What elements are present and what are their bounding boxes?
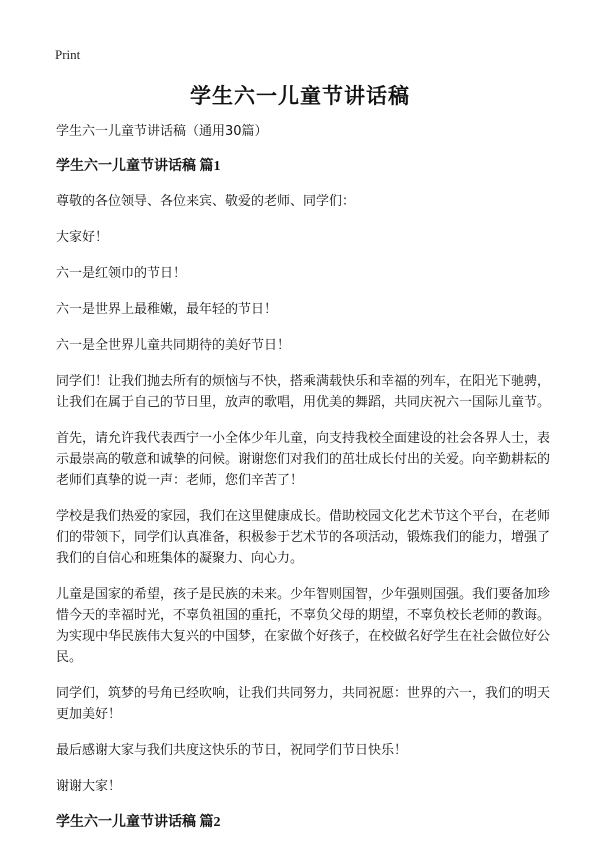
paragraph: 同学们，筑梦的号角已经吹响，让我们共同努力，共同祝愿：世界的六一，我们的明天更加美好！ [56, 686, 551, 722]
paragraph: 首先，请允许我代表西宁一小全体少年儿童，向支持我校全面建设的社会各界人士，表示最崇高的敬意和诚挚的问候。谢谢您们对我们的茁壮成长付出的关爱。向辛勤耕耘的老师们真挚的说一声：老师，您们辛苦了！ [56, 431, 551, 488]
document-body [56, 121, 551, 847]
paragraph: 六一是全世界儿童共同期待的美好节日！ [56, 338, 291, 353]
document-title: 学生六一儿童节讲话稿 [190, 84, 410, 108]
paragraph: 尊敬的各位领导、各位来宾、敬爱的老师、同学们： [56, 194, 356, 209]
document-subtitle: 学生六一儿童节讲话稿（通用30篇） [56, 124, 268, 139]
paragraph: 谢谢大家！ [56, 779, 122, 794]
print-link[interactable]: Print [55, 47, 81, 62]
paragraph: 学校是我们热爱的家园，我们在这里健康成长。借助校园文化艺术节这个平台，在老师们的带领下，同学们认真准备，积极参于艺术节的各项活动，锻炼我们的能力，增强了我们的自信心和班集体的凝聚力、向心力。 [56, 509, 551, 566]
paragraph: 同学们！让我们抛去所有的烦恼与不快，搭乘满载快乐和幸福的列车，在阳光下驰骋，让我们在属于自己的节日里，放声的歌唱，用优美的舞蹈，共同庆祝六一国际儿童节。 [56, 374, 551, 410]
section-heading-2: 学生六一儿童节讲话稿 篇2 [56, 815, 221, 830]
section-heading-1: 学生六一儿童节讲话稿 篇1 [56, 159, 221, 174]
paragraph: 六一是世界上最稚嫩，最年轻的节日！ [56, 302, 278, 317]
paragraph: 儿童是国家的希望，孩子是民族的未来。少年智则国智，少年强则国强。我们要备加珍惜今天的幸福时光，不辜负祖国的重托，不辜负父母的期望，不辜负校长老师的教诲。为实现中华民族伟大复兴的中国梦，在家做个好孩子，在校做名好学生在社会做位好公民。 [56, 587, 551, 665]
paragraph: 最后感谢大家与我们共度这快乐的节日，祝同学们节日快乐！ [56, 743, 408, 758]
paragraph: 六一是红领巾的节日！ [56, 266, 187, 281]
paragraph: 大家好！ [56, 230, 109, 245]
